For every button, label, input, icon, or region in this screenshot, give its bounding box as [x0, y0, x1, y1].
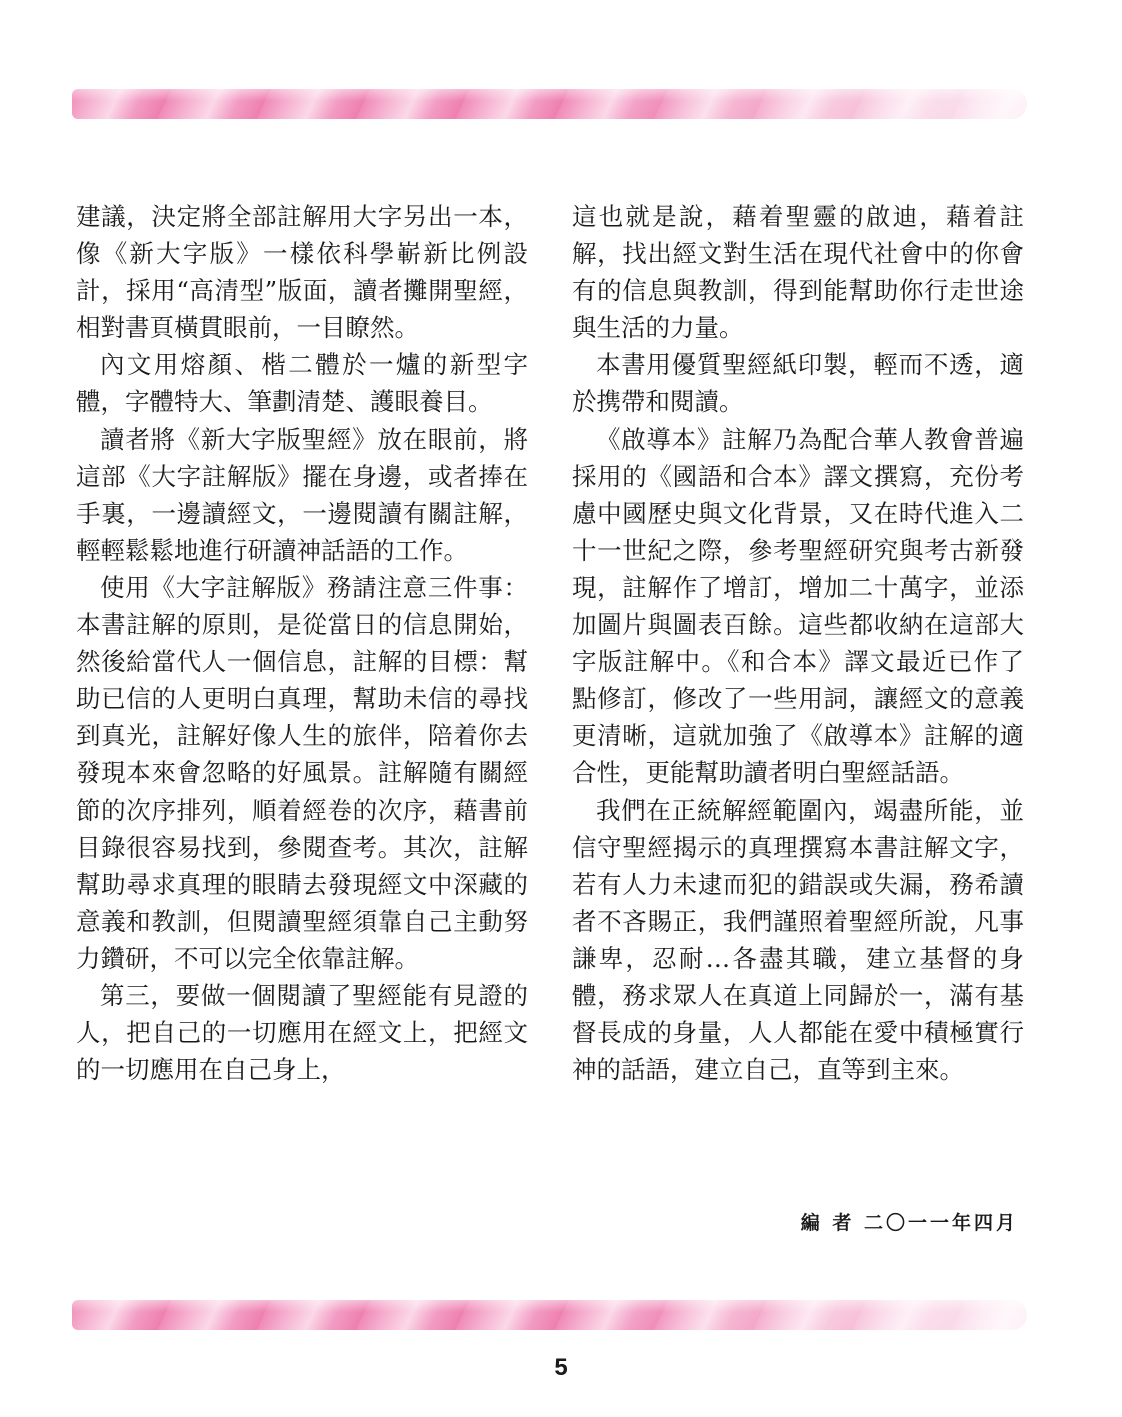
paragraph: 內文用熔顏、楷二體於一爐的新型字體，字體特大、筆劃清楚、護眼養目。	[76, 350, 528, 417]
paragraph: 本書用優質聖經紙印製，輕而不透，適於携帶和閱讀。	[572, 350, 1024, 417]
paragraph: 使用《大字註解版》務請注意三件事：本書註解的原則，是從當日的信息開始，然後給當代人一個信息，註解的目標：幫助已信的人更明白真理，幫助未信的尋找到真光，註解好像人生的旅伴，陪着你去發現本來會忽略的好風景。註解隨有關經節的次序排列，順着經卷的次序，藉書前目錄很容易找到，參閱查考。其次，註解幫助尋求真理的眼睛去發現經文中深藏的意義和教訓，但閱讀聖經須靠自己主動努力鑽研，不可以完全依靠註解。	[76, 572, 528, 973]
editor-signature: 編 者 二〇一一年四月	[800, 1212, 1018, 1234]
paragraph: 建議，決定將全部註解用大字另出一本，像《新大字版》一樣依科學嶄新比例設計，採用“高清型”版面，讀者攤開聖經，相對書頁橫貫眼前，一目瞭然。	[76, 202, 528, 343]
paragraph: 讀者將《新大字版聖經》放在眼前，將這部《大字註解版》擺在身邊，或者捧在手裏，一邊讀經文，一邊閱讀有關註解，輕輕鬆鬆地進行研讀神話語的工作。	[76, 424, 528, 565]
left-text-column	[76, 198, 528, 1088]
paragraph: 這也就是說，藉着聖靈的啟迪，藉着註解，找出經文對生活在現代社會中的你會有的信息與教訓，得到能幫助你行走世途與生活的力量。	[572, 202, 1024, 343]
footer-decorative-ribbon	[72, 1300, 1027, 1330]
paragraph: 第三，要做一個閱讀了聖經能有見證的人，把自己的一切應用在經文上，把經文的一切應用在自己身上，	[76, 980, 528, 1085]
paragraph: 《啟導本》註解乃為配合華人教會普遍採用的《國語和合本》譯文撰寫，充份考慮中國歷史與文化背景，又在時代進入二十一世紀之際，參考聖經研究與考古新發現，註解作了增訂，增加二十萬字，並添加圖片與圖表百餘。這些都收納在這部大字版註解中。《和合本》譯文最近已作了點修訂，修改了一些用詞，讓經文的意義更清晰，這就加強了《啟導本》註解的適合性，更能幫助讀者明白聖經話語。	[572, 424, 1024, 788]
page-number: 5	[554, 1354, 568, 1381]
right-text-column	[572, 198, 1024, 1088]
header-decorative-ribbon	[72, 89, 1027, 119]
paragraph: 我們在正統解經範圍內，竭盡所能，並信守聖經揭示的真理撰寫本書註解文字，若有人力未逮而犯的錯誤或失漏，務希讀者不吝賜正，我們謹照着聖經所說，凡事謙卑，忍耐…各盡其職，建立基督的身體，務求眾人在真道上同歸於一，滿有基督長成的身量，人人都能在愛中積極實行神的話語，建立自己，直等到主來。	[572, 795, 1024, 1085]
